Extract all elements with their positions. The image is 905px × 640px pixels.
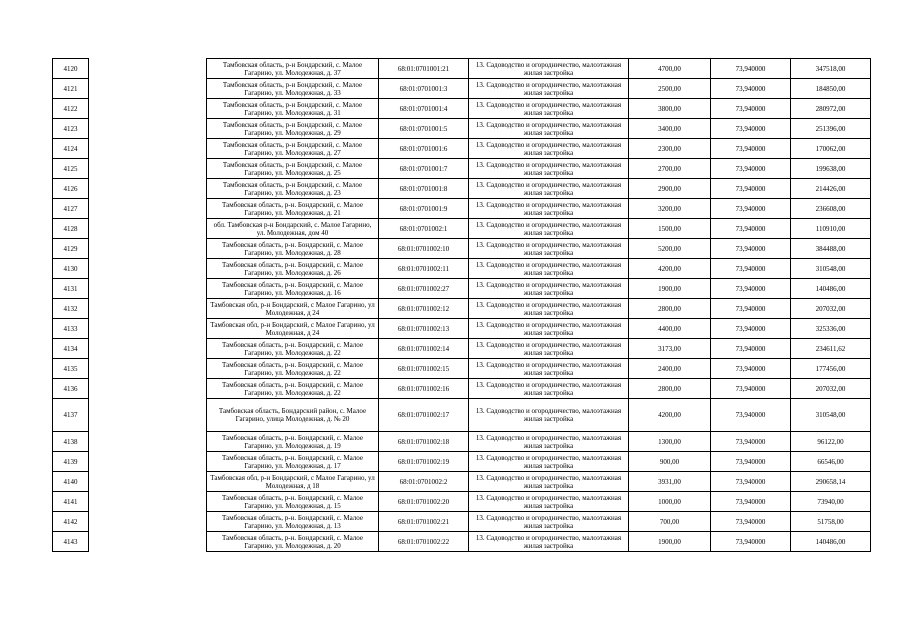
cadastral-number-cell: 68:01:0701001:3: [379, 79, 469, 99]
cadastral-value-cell: 347518,00: [791, 59, 871, 79]
cadastral-value-cell: 207032,00: [791, 299, 871, 319]
cadastral-number-cell: 68:01:0701001:7: [379, 159, 469, 179]
rate-cell: 73,940000: [711, 219, 791, 239]
address-cell: Тамбовская область, р-н. Бондарский, с. Малое Гагарино, ул. Молодежная, д. 22: [207, 339, 379, 359]
address-cell: Тамбовская область, р-н. Бондарский, с. Малое Гагарино, ул. Молодежная, д. 15: [207, 492, 379, 512]
table-row: [53, 99, 871, 119]
land-use-cell: 13. Садоводство и огородничество, малоэтажная жилая застройка: [469, 259, 629, 279]
row-number-cell: 4138: [53, 432, 89, 452]
gap-cell: [89, 259, 207, 279]
row-number-cell: 4130: [53, 259, 89, 279]
land-use-cell: 13. Садоводство и огородничество, малоэтажная жилая застройка: [469, 359, 629, 379]
rate-cell: 73,940000: [711, 432, 791, 452]
land-use-cell: 13. Садоводство и огородничество, малоэтажная жилая застройка: [469, 432, 629, 452]
row-number-cell: 4132: [53, 299, 89, 319]
land-use-cell: 13. Садоводство и огородничество, малоэтажная жилая застройка: [469, 379, 629, 399]
rate-cell: 73,940000: [711, 319, 791, 339]
table-row: [53, 452, 871, 472]
gap-cell: [89, 159, 207, 179]
cadastral-number-cell: 68:01:0701002:17: [379, 399, 469, 432]
cadastral-number-cell: 68:01:0701002:22: [379, 532, 469, 552]
table-row: [53, 319, 871, 339]
cadastral-number-cell: 68:01:0701002:12: [379, 299, 469, 319]
row-number-cell: 4143: [53, 532, 89, 552]
rate-cell: 73,940000: [711, 452, 791, 472]
row-number-cell: 4133: [53, 319, 89, 339]
gap-cell: [89, 359, 207, 379]
gap-cell: [89, 379, 207, 399]
rate-cell: 73,940000: [711, 492, 791, 512]
table-row: [53, 179, 871, 199]
area-cell: 1500,00: [629, 219, 711, 239]
row-number-cell: 4129: [53, 239, 89, 259]
cadastral-number-cell: 68:01:0701002:27: [379, 279, 469, 299]
land-use-cell: 13. Садоводство и огородничество, малоэтажная жилая застройка: [469, 279, 629, 299]
address-cell: Тамбовская область, р-н Бондарский, с. Малое Гагарино, ул. Молодежная, д. 23: [207, 179, 379, 199]
land-use-cell: 13. Садоводство и огородничество, малоэтажная жилая застройка: [469, 339, 629, 359]
area-cell: 2400,00: [629, 359, 711, 379]
cadastral-number-cell: 68:01:0701001:5: [379, 119, 469, 139]
rate-cell: 73,940000: [711, 99, 791, 119]
cadastral-number-cell: 68:01:0701001:8: [379, 179, 469, 199]
address-cell: обл. Тамбовская р-н Бондарский, с. Малое Гагарино, ул. Молодежная, дом 40: [207, 219, 379, 239]
gap-cell: [89, 179, 207, 199]
gap-cell: [89, 99, 207, 119]
gap-cell: [89, 219, 207, 239]
cadastral-number-cell: 68:01:0701002:20: [379, 492, 469, 512]
area-cell: 3800,00: [629, 99, 711, 119]
cadastral-value-cell: 170062,00: [791, 139, 871, 159]
cadastral-value-cell: 96122,00: [791, 432, 871, 452]
row-number-cell: 4134: [53, 339, 89, 359]
rate-cell: 73,940000: [711, 299, 791, 319]
row-number-cell: 4136: [53, 379, 89, 399]
table-row: [53, 139, 871, 159]
table-row: [53, 399, 871, 432]
rate-cell: 73,940000: [711, 119, 791, 139]
land-use-cell: 13. Садоводство и огородничество, малоэтажная жилая застройка: [469, 452, 629, 472]
area-cell: 2800,00: [629, 299, 711, 319]
land-use-cell: 13. Садоводство и огородничество, малоэтажная жилая застройка: [469, 179, 629, 199]
land-use-cell: 13. Садоводство и огородничество, малоэтажная жилая застройка: [469, 399, 629, 432]
table-row: [53, 532, 871, 552]
rate-cell: 73,940000: [711, 472, 791, 492]
gap-cell: [89, 59, 207, 79]
rate-cell: 73,940000: [711, 379, 791, 399]
address-cell: Тамбовская обл, р-н Бондарский, с Малое Гагарино, ул Молодежная, д 24: [207, 299, 379, 319]
cadastral-value-cell: 73940,00: [791, 492, 871, 512]
table-row: [53, 79, 871, 99]
cadastral-value-cell: 140486,00: [791, 532, 871, 552]
table-row: [53, 492, 871, 512]
table-row: [53, 199, 871, 219]
cadastral-number-cell: 68:01:0701002:15: [379, 359, 469, 379]
address-cell: Тамбовская область, р-н. Бондарский, с. Малое Гагарино, ул. Молодежная, д. 22: [207, 379, 379, 399]
cadastral-number-cell: 68:01:0701002:13: [379, 319, 469, 339]
land-use-cell: 13. Садоводство и огородничество, малоэтажная жилая застройка: [469, 59, 629, 79]
cadastral-number-cell: 68:01:0701002:14: [379, 339, 469, 359]
cadastral-value-cell: 234611,62: [791, 339, 871, 359]
table-row: [53, 279, 871, 299]
area-cell: 700,00: [629, 512, 711, 532]
cadastral-value-cell: 325336,00: [791, 319, 871, 339]
row-number-cell: 4120: [53, 59, 89, 79]
gap-cell: [89, 199, 207, 219]
rate-cell: 73,940000: [711, 79, 791, 99]
table-row: [53, 159, 871, 179]
gap-cell: [89, 139, 207, 159]
area-cell: 3200,00: [629, 199, 711, 219]
land-use-cell: 13. Садоводство и огородничество, малоэтажная жилая застройка: [469, 239, 629, 259]
rate-cell: 73,940000: [711, 259, 791, 279]
gap-cell: [89, 119, 207, 139]
row-number-cell: 4126: [53, 179, 89, 199]
row-number-cell: 4122: [53, 99, 89, 119]
rate-cell: 73,940000: [711, 279, 791, 299]
rate-cell: 73,940000: [711, 512, 791, 532]
table-row: [53, 512, 871, 532]
address-cell: Тамбовская область, р-н. Бондарский, с. Малое Гагарино, ул. Молодежная, д. 20: [207, 532, 379, 552]
area-cell: 2800,00: [629, 379, 711, 399]
land-use-cell: 13. Садоводство и огородничество, малоэтажная жилая застройка: [469, 199, 629, 219]
cadastral-value-cell: 310548,00: [791, 399, 871, 432]
rate-cell: 73,940000: [711, 179, 791, 199]
row-number-cell: 4131: [53, 279, 89, 299]
rate-cell: 73,940000: [711, 532, 791, 552]
address-cell: Тамбовская область, р-н Бондарский, с. Малое Гагарино, ул. Молодежная, д. 27: [207, 139, 379, 159]
cadastral-number-cell: 68:01:0701001:9: [379, 199, 469, 219]
cadastral-number-cell: 68:01:0701002:18: [379, 432, 469, 452]
address-cell: Тамбовская область, р-н. Бондарский, с. Малое Гагарино, ул. Молодежная, д. 28: [207, 239, 379, 259]
land-use-cell: 13. Садоводство и огородничество, малоэтажная жилая застройка: [469, 492, 629, 512]
table-row: [53, 259, 871, 279]
row-number-cell: 4121: [53, 79, 89, 99]
cadastral-value-cell: 184850,00: [791, 79, 871, 99]
cadastral-table: [52, 58, 871, 552]
gap-cell: [89, 399, 207, 432]
land-use-cell: 13. Садоводство и огородничество, малоэтажная жилая застройка: [469, 119, 629, 139]
address-cell: Тамбовская область, р-н. Бондарский, с. Малое Гагарино, ул. Молодежная, д. 16: [207, 279, 379, 299]
address-cell: Тамбовская область, р-н. Бондарский, с. Малое Гагарино, ул. Молодежная, д. 22: [207, 359, 379, 379]
row-number-cell: 4141: [53, 492, 89, 512]
table-row: [53, 59, 871, 79]
area-cell: 2300,00: [629, 139, 711, 159]
area-cell: 1000,00: [629, 492, 711, 512]
land-use-cell: 13. Садоводство и огородничество, малоэтажная жилая застройка: [469, 79, 629, 99]
gap-cell: [89, 432, 207, 452]
area-cell: 4200,00: [629, 399, 711, 432]
cadastral-number-cell: 68:01:0701002:19: [379, 452, 469, 472]
cadastral-value-cell: 251396,00: [791, 119, 871, 139]
cadastral-number-cell: 68:01:0701001:6: [379, 139, 469, 159]
row-number-cell: 4140: [53, 472, 89, 492]
gap-cell: [89, 452, 207, 472]
cadastral-value-cell: 177456,00: [791, 359, 871, 379]
area-cell: 3931,00: [629, 472, 711, 492]
address-cell: Тамбовская область, р-н. Бондарский, с. Малое Гагарино, ул. Молодежная, д. 26: [207, 259, 379, 279]
area-cell: 4200,00: [629, 259, 711, 279]
address-cell: Тамбовская область, р-н Бондарский, с. Малое Гагарино, ул. Молодежная, д. 33: [207, 79, 379, 99]
gap-cell: [89, 512, 207, 532]
gap-cell: [89, 472, 207, 492]
cadastral-number-cell: 68:01:0701002:11: [379, 259, 469, 279]
land-use-cell: 13. Садоводство и огородничество, малоэтажная жилая застройка: [469, 219, 629, 239]
address-cell: Тамбовская область, р-н Бондарский, с. Малое Гагарино, ул. Молодежная, д. 37: [207, 59, 379, 79]
row-number-cell: 4125: [53, 159, 89, 179]
rate-cell: 73,940000: [711, 159, 791, 179]
rate-cell: 73,940000: [711, 339, 791, 359]
cadastral-value-cell: 199638,00: [791, 159, 871, 179]
table-row: [53, 219, 871, 239]
area-cell: 2900,00: [629, 179, 711, 199]
cadastral-number-cell: 68:01:0701002:2: [379, 472, 469, 492]
gap-cell: [89, 492, 207, 512]
cadastral-value-cell: 110910,00: [791, 219, 871, 239]
table-body: [53, 59, 871, 552]
area-cell: 2500,00: [629, 79, 711, 99]
gap-cell: [89, 532, 207, 552]
table-row: [53, 239, 871, 259]
table-row: [53, 119, 871, 139]
cadastral-number-cell: 68:01:0701002:21: [379, 512, 469, 532]
rate-cell: 73,940000: [711, 59, 791, 79]
cadastral-number-cell: 68:01:0701002:10: [379, 239, 469, 259]
table-row: [53, 359, 871, 379]
cadastral-value-cell: 384488,00: [791, 239, 871, 259]
gap-cell: [89, 319, 207, 339]
cadastral-number-cell: 68:01:0701001:4: [379, 99, 469, 119]
gap-cell: [89, 239, 207, 259]
land-use-cell: 13. Садоводство и огородничество, малоэтажная жилая застройка: [469, 319, 629, 339]
table-row: [53, 339, 871, 359]
row-number-cell: 4128: [53, 219, 89, 239]
area-cell: 1900,00: [629, 279, 711, 299]
rate-cell: 73,940000: [711, 239, 791, 259]
rate-cell: 73,940000: [711, 199, 791, 219]
area-cell: 4700,00: [629, 59, 711, 79]
address-cell: Тамбовская область, р-н Бондарский, с. Малое Гагарино, ул. Молодежная, д. 31: [207, 99, 379, 119]
address-cell: Тамбовская обл, р-н Бондарский, с Малое Гагарино, ул Молодежная, д 24: [207, 319, 379, 339]
gap-cell: [89, 279, 207, 299]
land-use-cell: 13. Садоводство и огородничество, малоэтажная жилая застройка: [469, 532, 629, 552]
row-number-cell: 4139: [53, 452, 89, 472]
land-use-cell: 13. Садоводство и огородничество, малоэтажная жилая застройка: [469, 512, 629, 532]
address-cell: Тамбовская область, р-н. Бондарский, с. Малое Гагарино, ул. Молодежная, д. 21: [207, 199, 379, 219]
cadastral-value-cell: 66546,00: [791, 452, 871, 472]
cadastral-value-cell: 140486,00: [791, 279, 871, 299]
address-cell: Тамбовская область, р-н. Бондарский, с. Малое Гагарино, ул. Молодежная, д. 17: [207, 452, 379, 472]
gap-cell: [89, 339, 207, 359]
row-number-cell: 4135: [53, 359, 89, 379]
land-use-cell: 13. Садоводство и огородничество, малоэтажная жилая застройка: [469, 139, 629, 159]
cadastral-number-cell: 68:01:0701002:1: [379, 219, 469, 239]
address-cell: Тамбовская область, р-н. Бондарский, с. Малое Гагарино, ул. Молодежная, д. 13: [207, 512, 379, 532]
row-number-cell: 4127: [53, 199, 89, 219]
address-cell: Тамбовская область, р-н. Бондарский, с. Малое Гагарино, ул. Молодежная, д. 19: [207, 432, 379, 452]
table-row: [53, 472, 871, 492]
cadastral-value-cell: 207032,00: [791, 379, 871, 399]
table-row: [53, 379, 871, 399]
area-cell: 1300,00: [629, 432, 711, 452]
area-cell: 4400,00: [629, 319, 711, 339]
area-cell: 3173,00: [629, 339, 711, 359]
gap-cell: [89, 79, 207, 99]
cadastral-value-cell: 310548,00: [791, 259, 871, 279]
rate-cell: 73,940000: [711, 399, 791, 432]
cadastral-number-cell: 68:01:0701001:21: [379, 59, 469, 79]
address-cell: Тамбовская обл, р-н Бондарский, с Малое Гагарино, ул Молодежная, д 18: [207, 472, 379, 492]
cadastral-value-cell: 280972,00: [791, 99, 871, 119]
area-cell: 2700,00: [629, 159, 711, 179]
address-cell: Тамбовская область, р-н Бондарский, с. Малое Гагарино, ул. Молодежная, д. 25: [207, 159, 379, 179]
cadastral-value-cell: 214426,00: [791, 179, 871, 199]
row-number-cell: 4137: [53, 399, 89, 432]
area-cell: 3400,00: [629, 119, 711, 139]
address-cell: Тамбовская область, р-н Бондарский, с. Малое Гагарино, ул. Молодежная, д. 29: [207, 119, 379, 139]
area-cell: 5200,00: [629, 239, 711, 259]
area-cell: 1900,00: [629, 532, 711, 552]
cadastral-number-cell: 68:01:0701002:16: [379, 379, 469, 399]
land-use-cell: 13. Садоводство и огородничество, малоэтажная жилая застройка: [469, 99, 629, 119]
table-row: [53, 299, 871, 319]
land-use-cell: 13. Садоводство и огородничество, малоэтажная жилая застройка: [469, 472, 629, 492]
rate-cell: 73,940000: [711, 139, 791, 159]
row-number-cell: 4124: [53, 139, 89, 159]
table-row: [53, 432, 871, 452]
rate-cell: 73,940000: [711, 359, 791, 379]
land-use-cell: 13. Садоводство и огородничество, малоэтажная жилая застройка: [469, 159, 629, 179]
cadastral-value-cell: 236608,00: [791, 199, 871, 219]
cadastral-value-cell: 51758,00: [791, 512, 871, 532]
row-number-cell: 4123: [53, 119, 89, 139]
address-cell: Тамбовская область, Бондарский район, с. Малое Гагарино, улица Молодежная, д. № 20: [207, 399, 379, 432]
cadastral-value-cell: 290658,14: [791, 472, 871, 492]
area-cell: 900,00: [629, 452, 711, 472]
gap-cell: [89, 299, 207, 319]
row-number-cell: 4142: [53, 512, 89, 532]
land-use-cell: 13. Садоводство и огородничество, малоэтажная жилая застройка: [469, 299, 629, 319]
